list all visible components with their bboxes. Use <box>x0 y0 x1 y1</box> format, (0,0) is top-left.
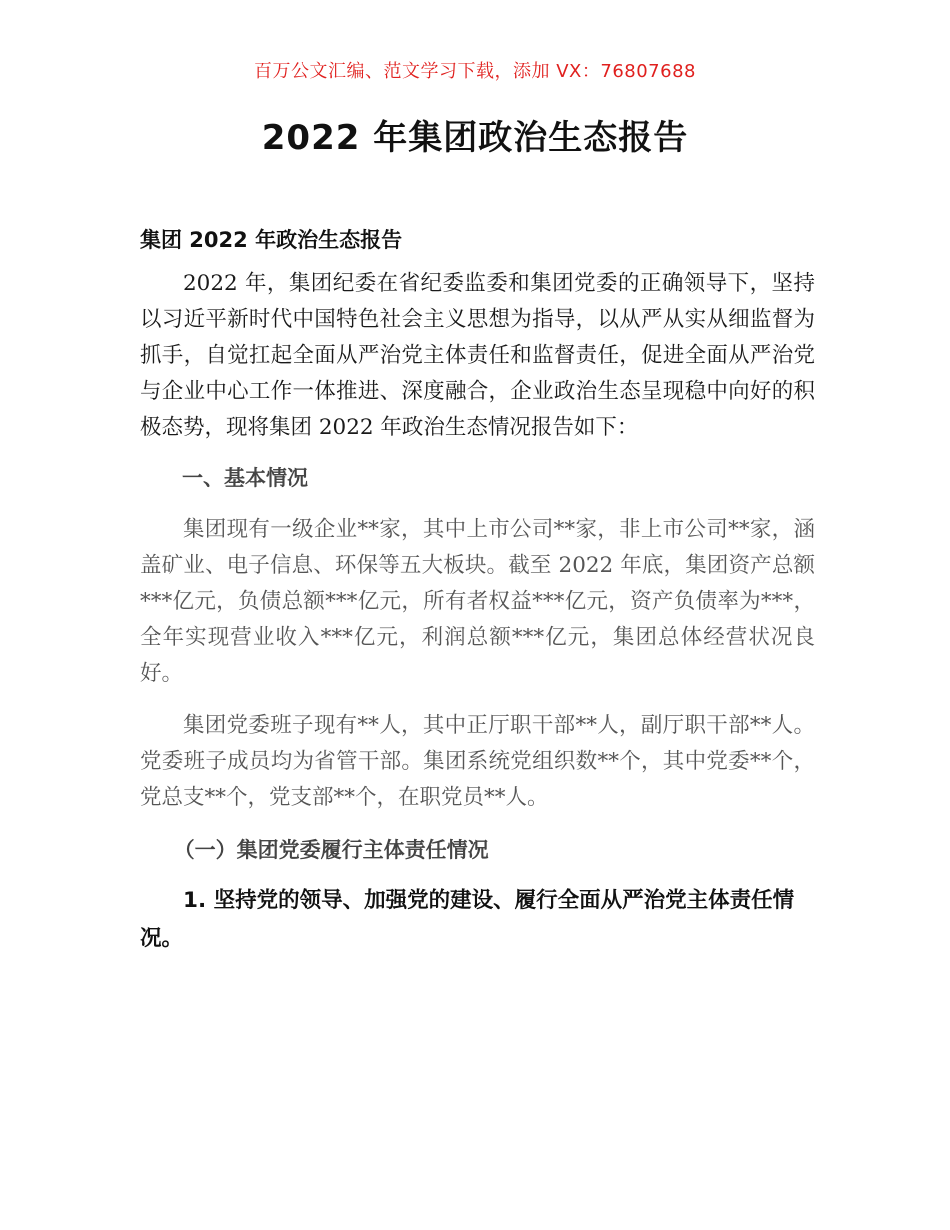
document-body <box>140 222 815 958</box>
basic-situation-paragraph-1: 集团现有一级企业**家，其中上市公司**家，非上市公司**家，涵盖矿业、电子信息、环保等五大板块。截至 2022 年底，集团资产总额***亿元，负债总额***亿元，所有者权益***亿元，资产负债率为***，全年实现营业收入***亿元，利润总额***亿元，集团总体经营状况良好。 <box>140 517 815 686</box>
basic-situation-paragraph-2: 集团党委班子现有**人，其中正厅职干部**人，副厅职干部**人。党委班子成员均为省管干部。集团系统党组织数**个，其中党委**个，党总支**个，党支部**个，在职党员**人。 <box>140 713 815 810</box>
item-heading-party-leadership: 1. 坚持党的领导、加强党的建设、履行全面从严治党主体责任情况。 <box>140 888 795 951</box>
subsection-heading-main-responsibility: （一）集团党委履行主体责任情况 <box>173 838 489 862</box>
intro-paragraph: 2022 年，集团纪委在省纪委监委和集团党委的正确领导下，坚持以习近平新时代中国特色社会主义思想为指导，以从严从实从细监督为抓手，自觉扛起全面从严治党主体责任和监督责任，促进全面从严治党与企业中心工作一体推进、深度融合，企业政治生态呈现稳中向好的积极态势，现将集团 2022 年政治生态情况报告如下： <box>140 271 815 440</box>
document-title: 2022 年集团政治生态报告 <box>261 118 689 158</box>
section-heading-basic-situation: 一、基本情况 <box>182 466 308 490</box>
watermark-text: 百万公文汇编、范文学习下载，添加 VX：76807688 <box>254 61 696 82</box>
document-subtitle: 集团 2022 年政治生态报告 <box>140 228 403 252</box>
